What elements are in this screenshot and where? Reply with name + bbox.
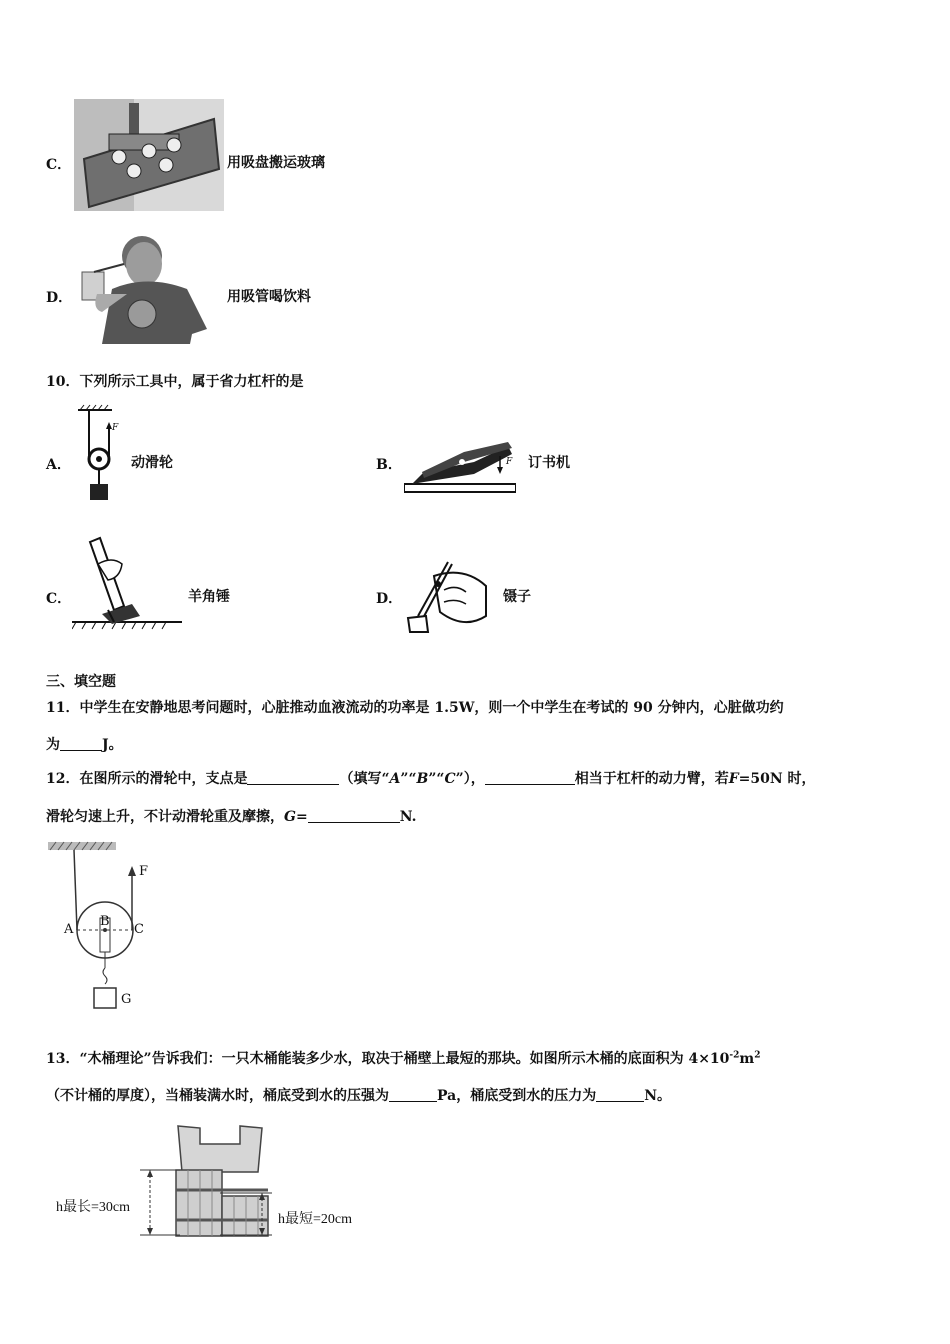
q13-force-blank[interactable] [596, 1087, 644, 1102]
q10-option-b-text: 订书机 [528, 455, 570, 471]
diagram-label-c: C [134, 922, 144, 937]
stapler-force-label: F [506, 457, 513, 467]
q10-option-a-label: A． [46, 457, 71, 473]
q11-answer-blank[interactable] [60, 736, 102, 751]
glass-suction-photo [74, 99, 224, 211]
q10-option-c-label: C． [46, 591, 72, 607]
q11-line1: 11．中学生在安静地思考问题时，心脏推动血液流动的功率是 1.5W，则一个中学生在考试的 90 分钟内，心脏做功约 [46, 700, 784, 716]
q10-option-d-text: 镊子 [503, 589, 531, 605]
q9-option-d-label: D． [46, 290, 73, 306]
q12-opt-c: C [444, 771, 456, 787]
diagram-label-b: B [100, 914, 110, 929]
q12-opt-b: B [416, 771, 429, 787]
pulley-force-label: F [112, 423, 119, 433]
tweezers-figure [404, 556, 492, 634]
q13-text-d: N。 [644, 1088, 672, 1104]
boy-straw-photo [72, 234, 222, 344]
section-title: 三、填空题 [46, 674, 116, 690]
q9-option-c-text: 用吸盘搬运玻璃 [227, 155, 325, 171]
q12-text-f: 滑轮匀速上升，不计动滑轮重及摩擦， [46, 809, 284, 825]
q13-line1 [46, 1048, 761, 1068]
q13-pressure-blank[interactable] [389, 1087, 437, 1102]
q12-arm-blank[interactable] [485, 770, 575, 785]
q12-fulcrum-blank[interactable] [247, 770, 339, 785]
q13-exponent: -2 [729, 1050, 740, 1061]
q10-option-b-label: B． [376, 457, 402, 473]
q12-text-a: 12．在图所示的滑轮中，支点是 [46, 771, 248, 787]
q12-g-var: G [284, 809, 296, 825]
q12-equals: = [295, 809, 308, 825]
q12-weight-blank[interactable] [308, 808, 400, 823]
q12-text-e: =50N 时， [738, 771, 816, 787]
diagram-label-g: G [121, 992, 132, 1007]
claw-hammer-figure [72, 534, 184, 632]
q12-quote-1: ”“ [400, 771, 417, 787]
q12-unit: N. [399, 809, 417, 825]
q11-line2-pre: 为 [46, 737, 60, 753]
q13-text-a: 13．“木桶理论”告诉我们：一只木桶能装多少水，取决于桶壁上最短的那块。如图所示木桶的底面积为 4×10 [46, 1051, 730, 1067]
q12-opt-a: A [389, 771, 401, 787]
q12-text-b: （填写“ [339, 771, 390, 787]
q10-option-c-text: 羊角锤 [188, 589, 230, 605]
q13-text-c: Pa，桶底受到水的压力为 [437, 1088, 597, 1104]
q12-line2 [46, 806, 416, 826]
q13-exponent-2: 2 [754, 1050, 761, 1061]
q13-line2 [46, 1085, 671, 1105]
bucket-short-label: h最短=20cm [278, 1212, 352, 1227]
q10-option-a-text: 动滑轮 [131, 455, 173, 471]
movable-pulley-figure [72, 404, 130, 504]
diagram-label-f: F [139, 864, 149, 879]
diagram-label-a: A [64, 922, 74, 937]
q10-option-d-label: D． [376, 591, 403, 607]
q13-unit-m: m [739, 1051, 755, 1067]
bucket-long-label: h最长=30cm [56, 1200, 130, 1215]
q9-option-d-text: 用吸管喝饮料 [227, 289, 311, 305]
dimension-lines [140, 1165, 280, 1245]
q12-f-var: F [728, 771, 739, 787]
q12-quote-2: ”“ [428, 771, 445, 787]
q12-line1 [46, 768, 816, 788]
q10-stem: 10．下列所示工具中，属于省力杠杆的是 [46, 374, 304, 390]
q12-text-d: 相当于杠杆的动力臂，若 [574, 771, 729, 787]
stapler-figure [404, 432, 516, 498]
q13-text-b: （不计桶的厚度），当桶装满水时，桶底受到水的压强为 [46, 1088, 389, 1104]
q11-line2 [46, 734, 123, 754]
q9-option-c-label: C． [46, 157, 72, 173]
q11-line2-post: J。 [102, 737, 123, 753]
q12-text-c: ”）， [455, 771, 485, 787]
